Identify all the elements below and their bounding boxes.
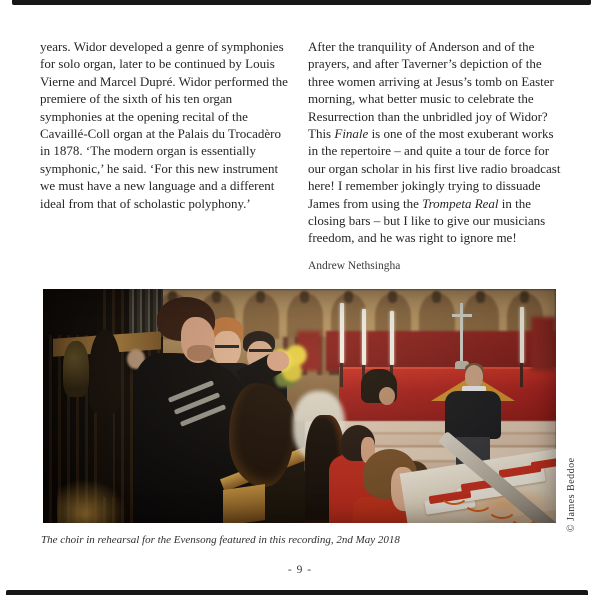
- stall-gold-glow: [57, 479, 127, 523]
- bench-end: [223, 484, 265, 523]
- candle: [390, 311, 394, 365]
- candlestick: [520, 363, 523, 387]
- candlestick: [340, 363, 343, 387]
- left-column: [40, 38, 293, 212]
- carved-poppyhead: [229, 383, 295, 487]
- page-number: - 9 -: [287, 564, 313, 576]
- candle: [340, 303, 344, 363]
- carved-finial-left: [89, 329, 121, 413]
- left-column-text: years. Widor developed a genre of symphonies for solo organ, later to be continued by Louis Vierne and Marcel Dupré. Widor performed the premiere of the sixth of his ten organ symphonies at the opening recital of the Cavaillé-Coll organ at the Palais du Trocadèro in 1878. ‘The modern organ is essentially symphonic,’ he said. ‘For this new instrument we must have a new language and a different ideal from that of scholastic polyphony.’: [40, 39, 288, 211]
- man-head: [465, 365, 483, 388]
- photo-credit: © James Beddoe: [566, 457, 577, 532]
- man-sweater: [445, 391, 501, 439]
- candle: [520, 307, 524, 363]
- photo-red-drape-right: [531, 317, 556, 371]
- photo-caption: The choir in rehearsal for the Evensong featured in this recording, 2nd May 2018: [41, 534, 400, 546]
- right-column: [308, 38, 561, 275]
- singer1-hand: [267, 351, 289, 371]
- author-byline: Andrew Nethsingha: [308, 259, 401, 272]
- choir-rehearsal-photo: [43, 289, 556, 523]
- capped-face: [379, 387, 395, 405]
- singer2-face: [213, 331, 241, 367]
- bronze-statue: [63, 341, 89, 397]
- altar-cross: [451, 303, 473, 369]
- stall-canopy: [43, 289, 97, 335]
- scan-edge-bottom: [6, 590, 588, 595]
- singer2-glasses: [215, 345, 239, 348]
- right-column-text: After the tranquility of Anderson and of the prayers, and after Taverner’s depiction of the three women arriving at Jesus’s tomb on Easter morning, what better music to celebrate the Resurrection than the unbridled joy of Widor? This Finale is one of the most exuberant works in the repertoire – and quite a tour de force for our organ scholar in his first live radio broadcast here! I remember jokingly trying to dissuade James from using the Trompeta Real in the closing bars – but I like to give our musicians freedom, and he was right to ignore me!: [308, 39, 561, 246]
- candle: [362, 309, 366, 365]
- scan-edge-top: [12, 0, 591, 5]
- singer1-face: [181, 317, 215, 363]
